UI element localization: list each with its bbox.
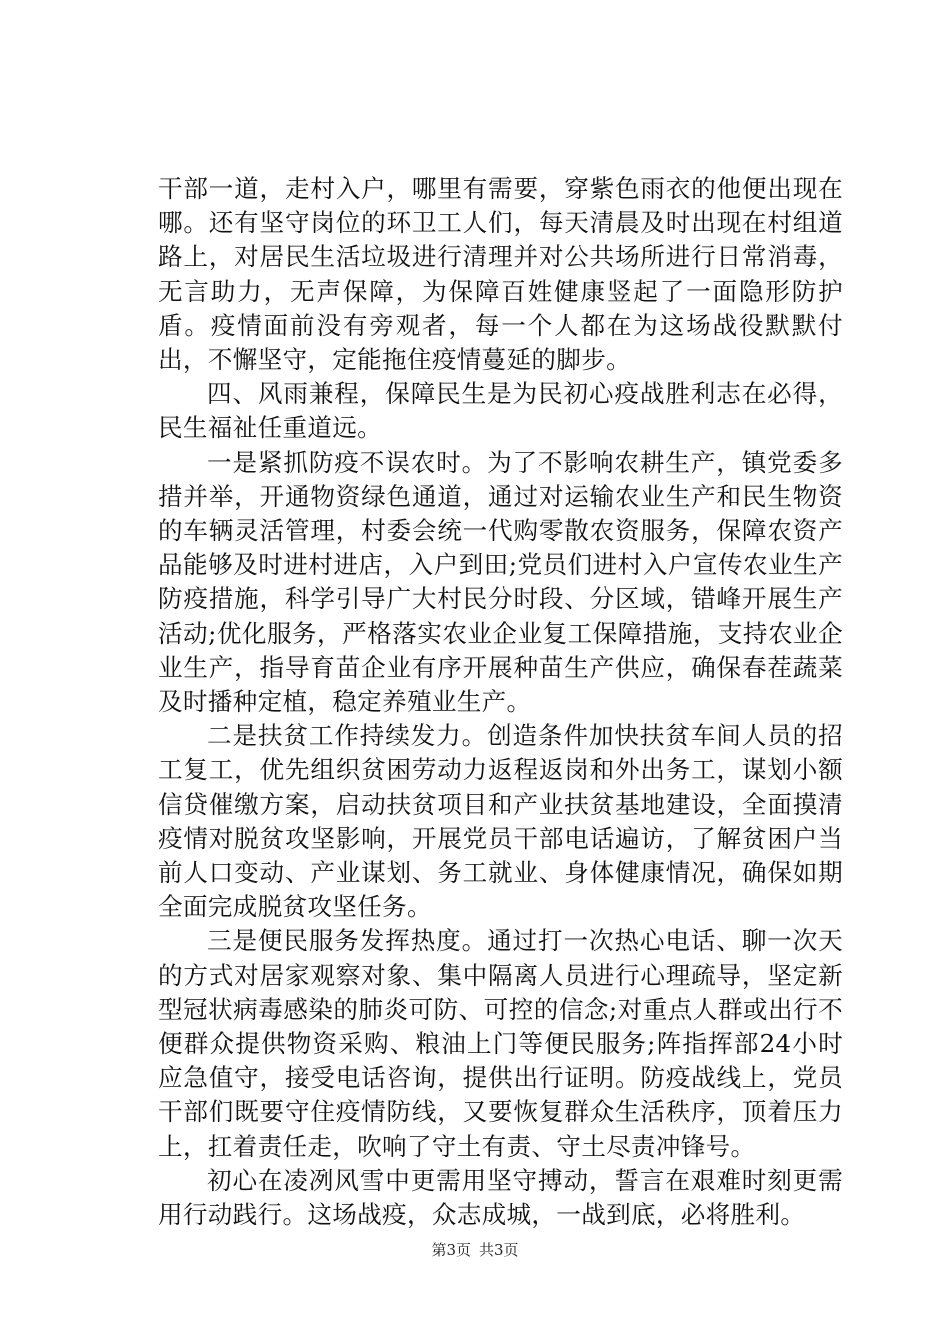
page-total: 共3页 — [479, 1241, 519, 1259]
paragraph-1: 干部一道，走村入户，哪里有需要，穿紫色雨衣的他便出现在哪。还有坚守岗位的环卫工人们，每天清晨及时出现在村组道路上，对居民生活垃圾进行清理并对公共场所进行日常消毒，无言助力，无声保障，为保障百姓健康竖起了一面隐形防护盾。疫情面前没有旁观者，每一个人都在为这场战役默默付出，不懈坚守，定能拖住疫情蔓延的脚步。 — [158, 174, 843, 375]
paragraph-4: 二是扶贫工作持续发力。创造条件加快扶贫车间人员的招工复工，优先组织贫困劳动力返程返岗和外出务工，谋划小额信贷催缴方案，启动扶贫项目和产业扶贫基地建设，全面摸清疫情对脱贫攻坚影响，开展党员干部电话遍访，了解贫困户当前人口变动、产业谋划、务工就业、身体健康情况，确保如期全面完成脱贫攻坚任务。 — [158, 721, 843, 922]
document-body — [158, 172, 843, 1232]
paragraph-5: 三是便民服务发挥热度。通过打一次热心电话、聊一次天的方式对居家观察对象、集中隔离人员进行心理疏导，坚定新型冠状病毒感染的肺炎可防、可控的信念;对重点人群或出行不便群众提供物资采购、粮油上门等便民服务;阵指挥部24小时应急值守，接受电话咨询，提供出行证明。防疫战线上，党员干部们既要守住疫情防线，又要恢复群众生活秩序，顶着压力上，扛着责任走，吹响了守土有责、守土尽责冲锋号。 — [158, 926, 843, 1161]
paragraph-6: 初心在凌冽风雪中更需用坚守搏动，誓言在艰难时刻更需用行动践行。这场战疫，众志成城，一战到底，必将胜利。 — [158, 1165, 843, 1230]
page-footer — [0, 1240, 950, 1260]
paragraph-2-section-heading: 四、风雨兼程，保障民生是为民初心疫战胜利志在必得，民生福祉任重道远。 — [158, 379, 843, 443]
page-number: 第3页 — [431, 1241, 471, 1259]
paragraph-3: 一是紧抓防疫不误农时。为了不影响农耕生产，镇党委多措并举，开通物资绿色通道，通过对运输农业生产和民生物资的车辆灵活管理，村委会统一代购零散农资服务，保障农资产品能够及时进村进店，入户到田;党员们进村入户宣传农业生产防疫措施，科学引导广大村民分时段、分区域，错峰开展生产活动;优化服务，严格落实农业企业复工保障措施，支持农业企业生产，指导育苗企业有序开展种苗生产供应，确保春茬蔬菜及时播种定植，稳定养殖业生产。 — [158, 447, 843, 717]
